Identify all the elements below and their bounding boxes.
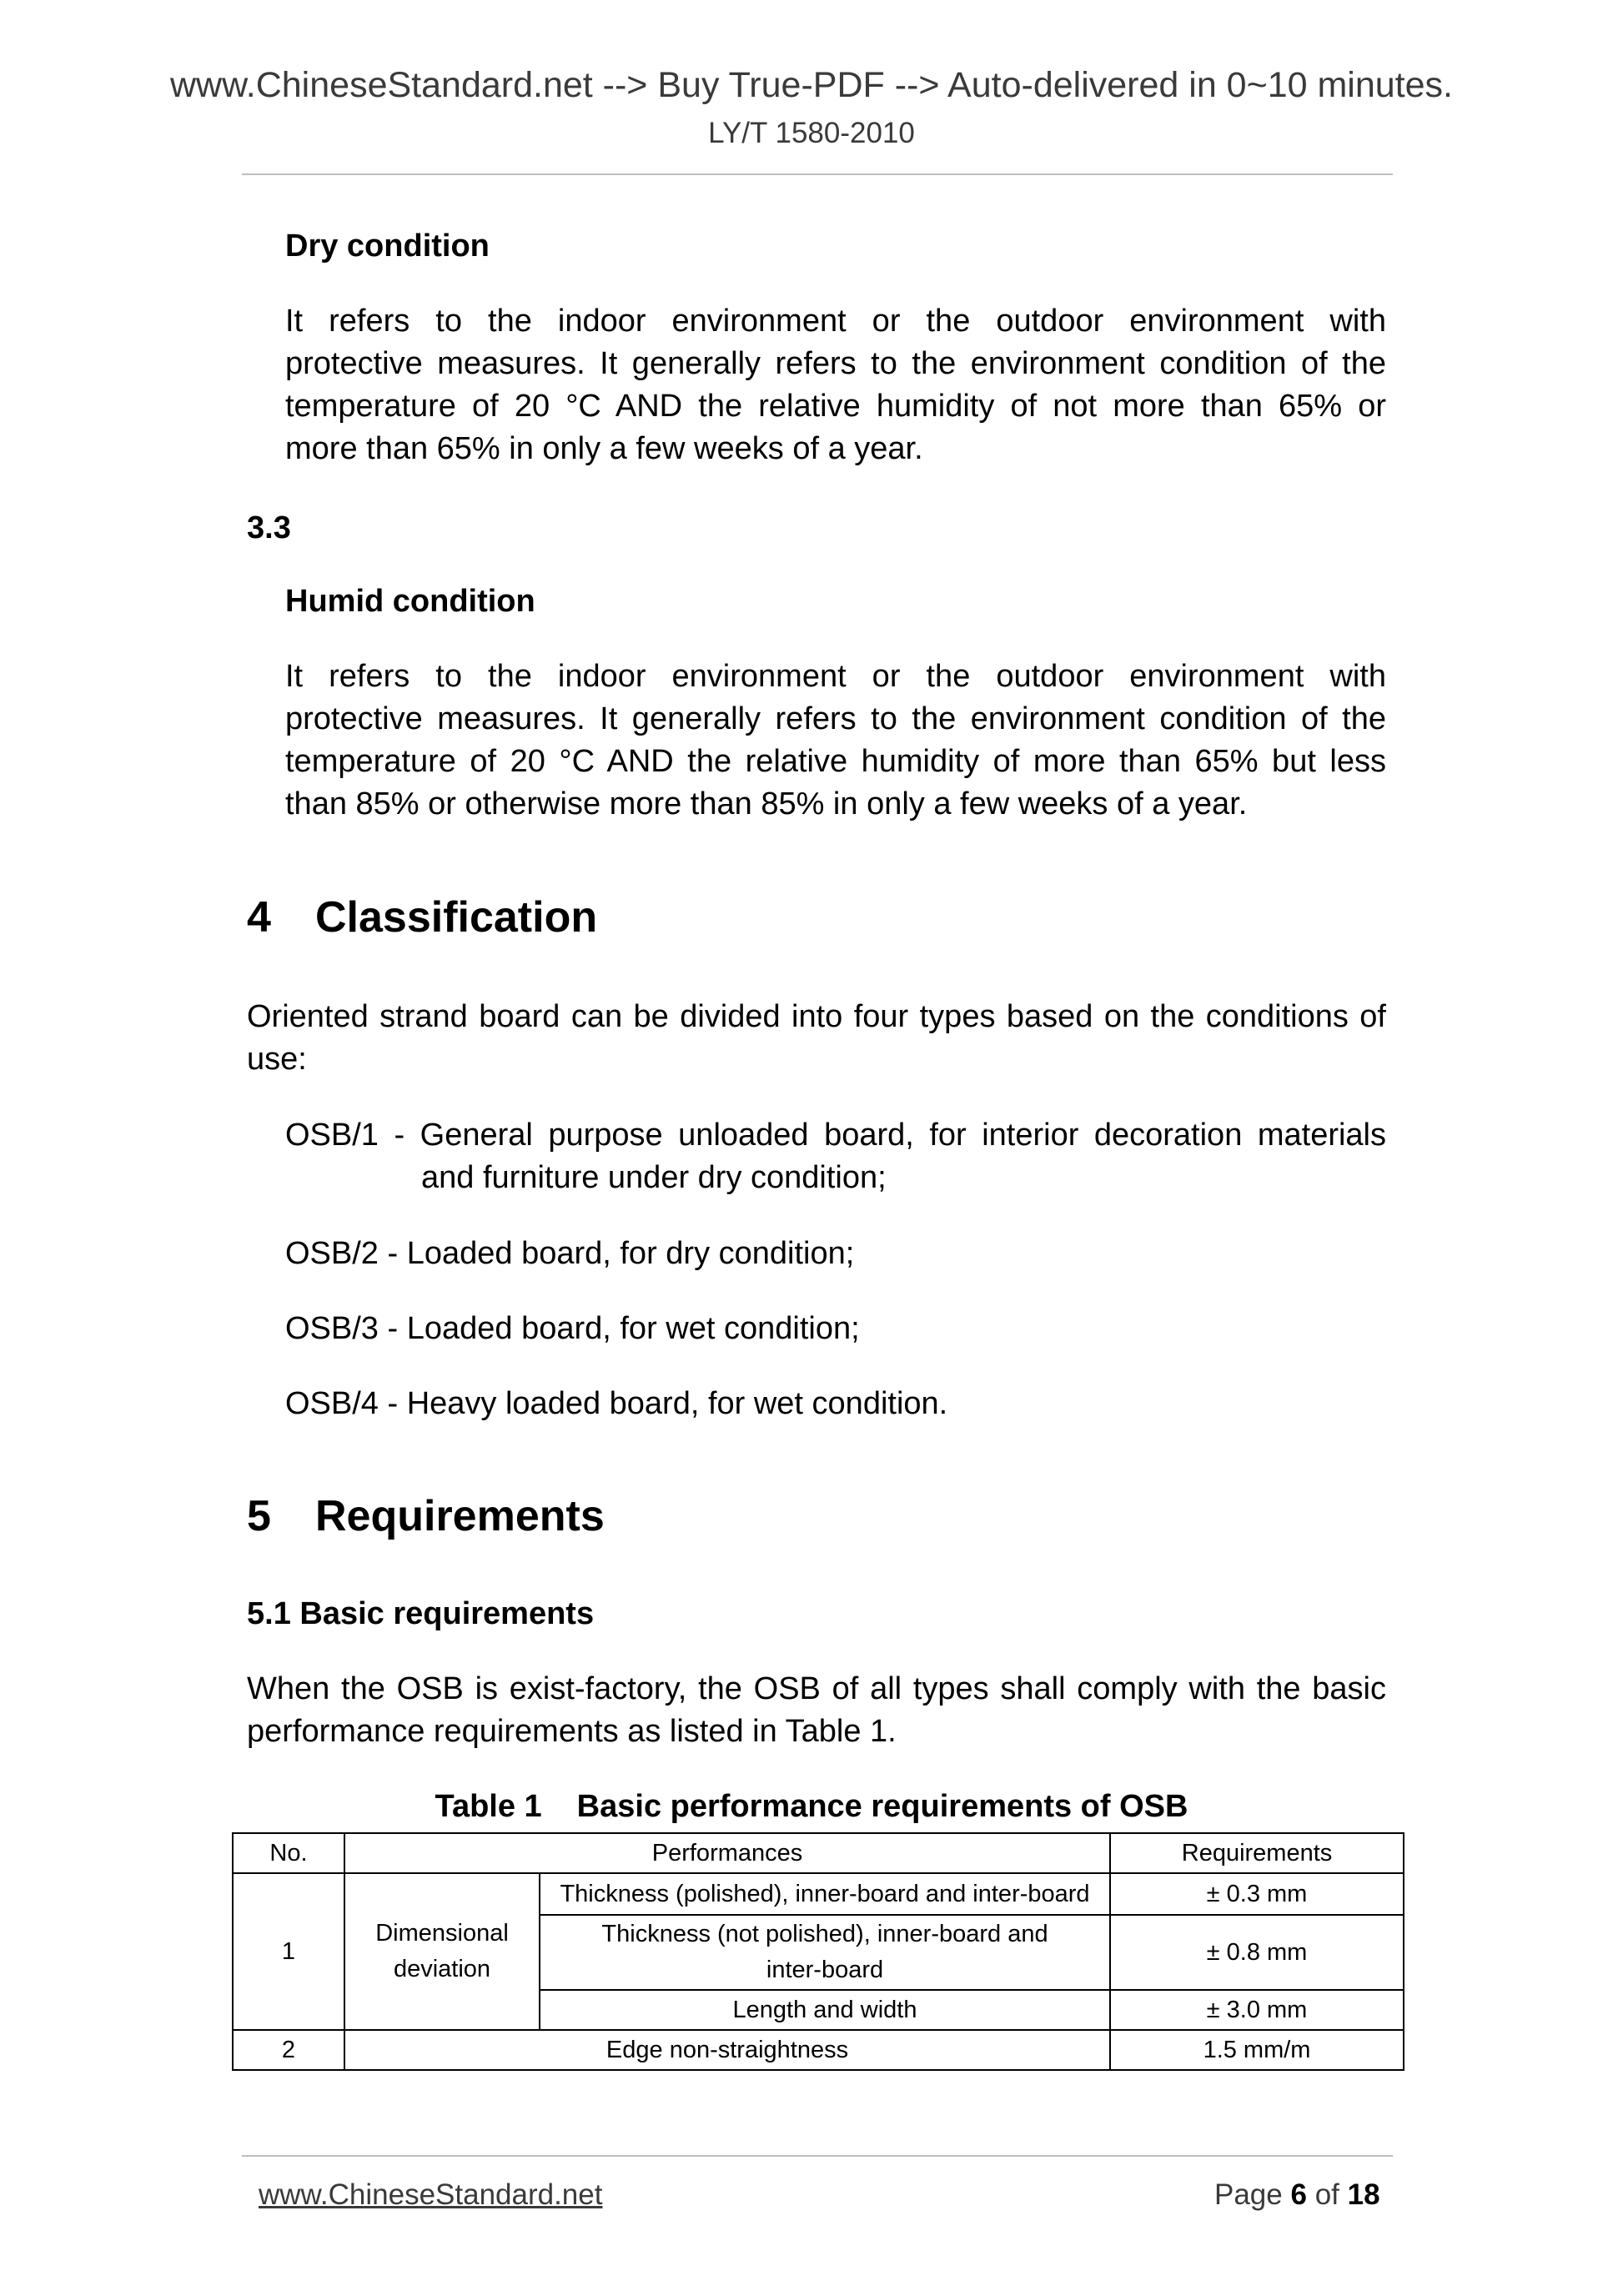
page-of: of [1314, 2178, 1339, 2211]
paragraph-line: use: [247, 1042, 307, 1077]
header-requirements: Requirements [1110, 1833, 1404, 1873]
clause-number: 3.3 [247, 510, 291, 545]
cell-requirement: ± 0.3 mm [1110, 1873, 1404, 1915]
subsection-title: 5.1 Basic requirements [247, 1596, 595, 1631]
cell-group: Dimensional deviation [344, 1873, 540, 2030]
cell-performance: Edge non-straightness [344, 2030, 1110, 2070]
requirements-intro [247, 1668, 1386, 1753]
requirements-table [232, 1832, 1404, 2071]
table-row [233, 2030, 1404, 2070]
cell-performance: Length and width [540, 1990, 1110, 2030]
section-number: 4 [247, 893, 271, 942]
page-prefix: Page [1214, 2178, 1283, 2211]
cell-no: 2 [233, 2030, 344, 2070]
header-banner: www.ChineseStandard.net --> Buy True-PDF --> Auto-delivered in 0~10 minutes. [169, 65, 1453, 105]
footer-site-link[interactable]: www.ChineseStandard.net [259, 2178, 603, 2211]
footer-rule [242, 2155, 1393, 2157]
paragraph-line: more than 65% in only a few weeks of a year. [285, 431, 923, 466]
paragraph-line: It refers to the indoor environment or the outdoor environment with [285, 659, 1386, 694]
section-title: Classification [315, 893, 598, 942]
type-line: and furniture under dry condition; [421, 1160, 887, 1195]
humid-condition-title: Humid condition [285, 584, 535, 619]
humid-condition-paragraph [285, 656, 1386, 826]
page-total: 18 [1347, 2178, 1380, 2211]
paragraph-line: protective measures. It generally refers to the environment condition of the [285, 346, 1386, 381]
table-row [233, 1873, 1404, 1915]
page-current: 6 [1290, 2178, 1307, 2211]
paragraph-line: protective measures. It generally refers to the environment condition of the [285, 701, 1386, 736]
section-number: 5 [247, 1492, 271, 1540]
osb-type-4: OSB/4 - Heavy loaded board, for wet condition. [285, 1386, 948, 1421]
paragraph-line: Oriented strand board can be divided into four types based on the conditions of [247, 999, 1386, 1034]
page-indicator [1214, 2178, 1380, 2212]
header-performances: Performances [344, 1833, 1110, 1873]
dry-condition-paragraph [285, 300, 1386, 470]
cell-performance: Thickness (not polished), inner-board and inter-board [540, 1915, 1110, 1990]
type-line: OSB/1 - General purpose unloaded board, for interior decoration materials [285, 1118, 1386, 1153]
cell-requirement: ± 0.8 mm [1110, 1915, 1404, 1990]
paragraph-line: temperature of 20 °C AND the relative humidity of more than 65% but less [285, 744, 1386, 779]
classification-intro [247, 996, 1386, 1081]
section-4-heading [247, 892, 597, 942]
cell-performance: Thickness (polished), inner-board and inter-board [540, 1873, 1110, 1915]
table-caption [0, 1789, 1623, 1825]
standard-code: LY/T 1580-2010 [708, 117, 915, 149]
paragraph-line: than 85% or otherwise more than 85% in only a few weeks of a year. [285, 786, 1248, 821]
cell-no: 1 [233, 1873, 344, 2030]
section-5-heading [247, 1491, 605, 1541]
osb-type-3: OSB/3 - Loaded board, for wet condition; [285, 1311, 860, 1346]
paragraph-line: temperature of 20 °C AND the relative humidity of not more than 65% or [285, 389, 1386, 424]
osb-type-1 [285, 1114, 1386, 1199]
table-title: Basic performance requirements of OSB [576, 1789, 1188, 1824]
paragraph-line: performance requirements as listed in Table 1. [247, 1714, 897, 1749]
table-header-row [233, 1833, 1404, 1873]
paragraph-line: When the OSB is exist-factory, the OSB of all types shall comply with the basic [247, 1671, 1386, 1706]
header-no: No. [233, 1833, 344, 1873]
paragraph-line: It refers to the indoor environment or the outdoor environment with [285, 304, 1386, 339]
table-label: Table 1 [435, 1789, 542, 1824]
cell-requirement: 1.5 mm/m [1110, 2030, 1404, 2070]
cell-requirement: ± 3.0 mm [1110, 1990, 1404, 2030]
dry-condition-title: Dry condition [285, 229, 490, 264]
osb-type-2: OSB/2 - Loaded board, for dry condition; [285, 1236, 855, 1271]
section-title: Requirements [315, 1492, 605, 1540]
header-rule [242, 173, 1393, 175]
